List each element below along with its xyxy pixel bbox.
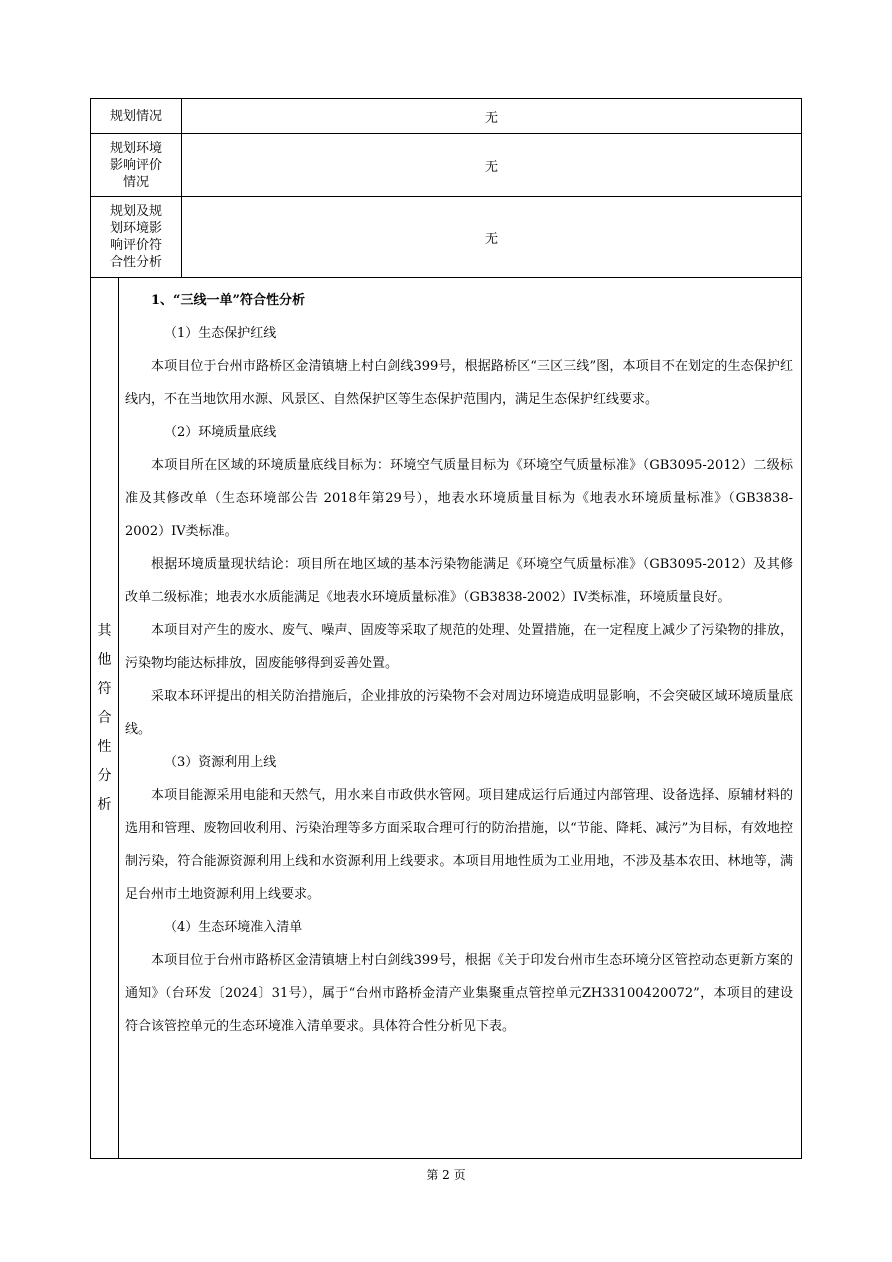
row-value-planning: 无 — [182, 99, 802, 134]
table-row-planning-eia — [91, 134, 802, 197]
side-label-other-compliance: 其他符合性分析 — [91, 278, 119, 1159]
row-value-planning-eia: 无 — [182, 134, 802, 197]
subsection-heading: （4）生态环境准入清单 — [164, 920, 303, 935]
table-row-planning-compliance — [91, 197, 802, 278]
body-paragraph: 本项目位于台州市路桥区金清镇塘上村白剑线399号，根据《关于印发台州市生态环境分区管控动态更新方案的通知》（台环发〔2024〕31号），属于“台州市路桥金清产业集聚重点管控单元ZH33100420072”，本项目的建设符合该管控单元的生态环境准入清单要求。具体符合性分析见下表。 — [125, 953, 793, 1034]
body-paragraph: 本项目对产生的废水、废气、噪声、固废等采取了规范的处理、处置措施，在一定程度上减少了污染物的排放，污染物均能达标排放，固废能够得到妥善处置。 — [125, 623, 793, 671]
body-paragraph: 本项目所在区域的环境质量底线目标为：环境空气质量目标为《环境空气质量标准》（GB3095-2012）二级标准及其修改单（生态环境部公告 2018年第29号），地表水环境质量目标为《地表水环境质量标准》（GB3838-2002）IV类标准。 — [125, 458, 793, 539]
body-paragraph: 本项目位于台州市路桥区金清镇塘上村白剑线399号，根据路桥区“三区三线”图，本项目不在划定的生态保护红线内，不在当地饮用水源、风景区、自然保护区等生态保护范围内，满足生态保护红线要求。 — [125, 359, 793, 407]
body-paragraph: 根据环境质量现状结论：项目所在地区域的基本污染物能满足《环境空气质量标准》（GB3095-2012）及其修改单二级标准；地表水水质能满足《地表水环境质量标准》（GB3838-2002）IV类标准，环境质量良好。 — [125, 557, 793, 605]
body-paragraph: 采取本环评提出的相关防治措施后，企业排放的污染物不会对周边环境造成明显影响，不会突破区域环境质量底线。 — [125, 689, 793, 737]
body-paragraph: 本项目能源采用电能和天然气，用水来自市政供水管网。项目建成运行后通过内部管理、设备选择、原辅材料的选用和管理、废物回收利用、污染治理等多方面采取合理可行的防治措施，以“节能、降耗、减污”为目标，有效地控制污染，符合能源资源利用上线和水资源利用上线要求。本项目用地性质为工业用地，不涉及基本农田、林地等，满足台州市土地资源利用上线要求。 — [125, 788, 793, 902]
table-row-planning — [91, 99, 802, 134]
document-table — [90, 98, 802, 1159]
row-label-planning-compliance: 规划及规划环境影响评价符合性分析 — [91, 197, 182, 278]
compliance-analysis-content — [119, 278, 802, 1159]
subsection-heading: （3）资源利用上线 — [164, 755, 277, 770]
row-label-planning-eia: 规划环境影响评价情况 — [91, 134, 182, 197]
page-number: 第 2 页 — [426, 1168, 466, 1182]
section-heading: 1、“三线一单”符合性分析 — [151, 293, 306, 308]
subsection-heading: （1）生态保护红线 — [164, 326, 277, 341]
table-row-other-compliance — [91, 278, 802, 1159]
subsection-heading: （2）环境质量底线 — [164, 425, 277, 440]
row-value-planning-compliance: 无 — [182, 197, 802, 278]
row-label-planning: 规划情况 — [91, 99, 182, 134]
